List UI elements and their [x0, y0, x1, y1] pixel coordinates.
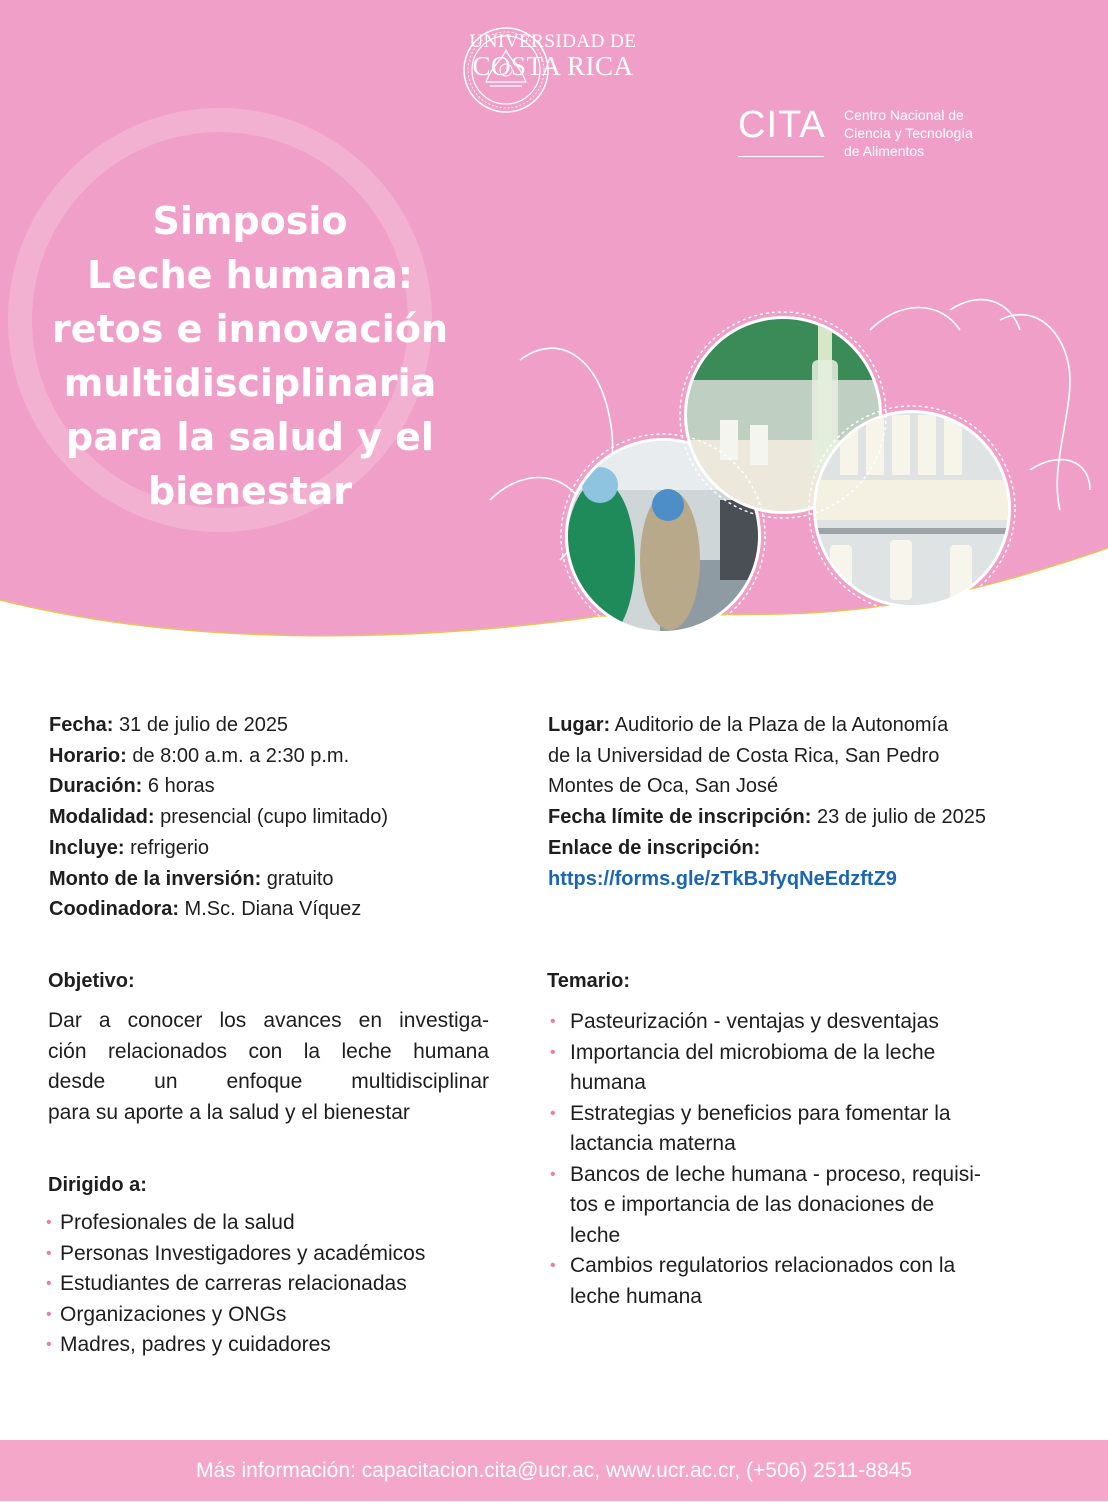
detail-fecha-limite: Fecha límite de inscripción: 23 de julio de 2025: [548, 806, 986, 829]
bullet-icon: •: [550, 1165, 556, 1183]
bullet-icon: •: [46, 1244, 52, 1262]
detail-incluye: Incluye: refrigerio: [49, 836, 210, 859]
detail-modalidad: Modalidad: presencial (cupo limitado): [49, 806, 388, 829]
detail-duracion: Duración: 6 horas: [49, 775, 215, 798]
event-details-right: [548, 710, 986, 894]
list-item: • Bancos de leche humana - proceso, requisi- tos e importancia de las donaciones de leche: [550, 1160, 981, 1252]
bullet-icon: •: [550, 1104, 556, 1122]
temario-list: [550, 1007, 981, 1312]
bullet-icon: •: [550, 1013, 556, 1030]
detail-lugar-line3: Montes de Oca, San José: [548, 775, 779, 798]
event-details-left: [49, 710, 388, 925]
ucr-logo-line1: UNIVERSIDAD DE: [469, 31, 637, 52]
detail-enlace-label: Enlace de inscripción:: [548, 836, 761, 859]
detail-lugar-line2: de la Universidad de Costa Rica, San Pedro: [548, 744, 940, 767]
objetivo-heading: Objetivo:: [48, 970, 135, 992]
objetivo-text: Dar a conocer los avances en investiga- ción relacionados con la leche humana desde un enfoque multidisciplinar para su aporte a la salud y el bienestar: [48, 1009, 489, 1124]
bullet-icon: •: [46, 1336, 52, 1353]
detail-monto: Monto de la inversión: gratuito: [49, 867, 334, 890]
bullet-icon: •: [550, 1043, 556, 1061]
ucr-logo: [462, 26, 644, 176]
ucr-seal-icon: [462, 26, 550, 114]
registration-link[interactable]: https://forms.gle/zTkBJfyqNeEdzftZ9: [548, 867, 897, 890]
bullet-icon: •: [46, 1275, 52, 1292]
list-item: • Profesionales de la salud: [46, 1208, 425, 1239]
detail-coordinadora: Coodinadora: M.Sc. Diana Víquez: [49, 898, 362, 921]
cita-logo-subtitle: Centro Nacional de Ciencia y Tecnología de Alimentos: [844, 107, 973, 159]
detail-horario: Horario: de 8:00 a.m. a 2:30 p.m.: [49, 744, 350, 767]
ucr-logo-line2: COSTA RICA: [472, 51, 634, 81]
hero-banner: [0, 0, 1108, 660]
list-item: • Cambios regulatorios relacionados con la leche humana: [550, 1251, 981, 1312]
bullet-icon: •: [46, 1214, 52, 1231]
list-item: • Personas Investigadores y académicos: [46, 1239, 425, 1270]
bullet-icon: •: [550, 1257, 556, 1274]
bullet-icon: •: [46, 1305, 52, 1323]
detail-lugar: Lugar: Auditorio de la Plaza de la Autonomía: [548, 714, 949, 736]
detail-fecha: Fecha: 31 de julio de 2025: [49, 714, 289, 736]
list-item: • Madres, padres y cuidadores: [46, 1330, 425, 1361]
list-item: • Organizaciones y ONGs: [46, 1300, 425, 1331]
cita-logo-word: CITA: [738, 104, 826, 146]
footer-bar: [0, 1440, 1108, 1501]
list-item: • Estrategias y beneficios para fomentar la lactancia materna: [550, 1099, 981, 1160]
footer-contact-info: Más información: capacitacion.cita@ucr.ac, www.ucr.ac.cr, (+506) 2511-8845: [195, 1459, 913, 1482]
list-item: • Estudiantes de carreras relacionadas: [46, 1269, 425, 1300]
dirigido-heading: Dirigido a:: [48, 1174, 147, 1196]
list-item: • Pasteurización - ventajas y desventajas: [550, 1007, 981, 1038]
cita-logo-rule: [738, 156, 824, 157]
event-title: Simposio Leche humana: retos e innovación multidisciplinaria para la salud y el bienestar: [52, 199, 448, 513]
temario-heading: Temario:: [547, 970, 630, 992]
list-item: • Importancia del microbioma de la leche humana: [550, 1038, 981, 1099]
dirigido-list: [46, 1208, 425, 1361]
